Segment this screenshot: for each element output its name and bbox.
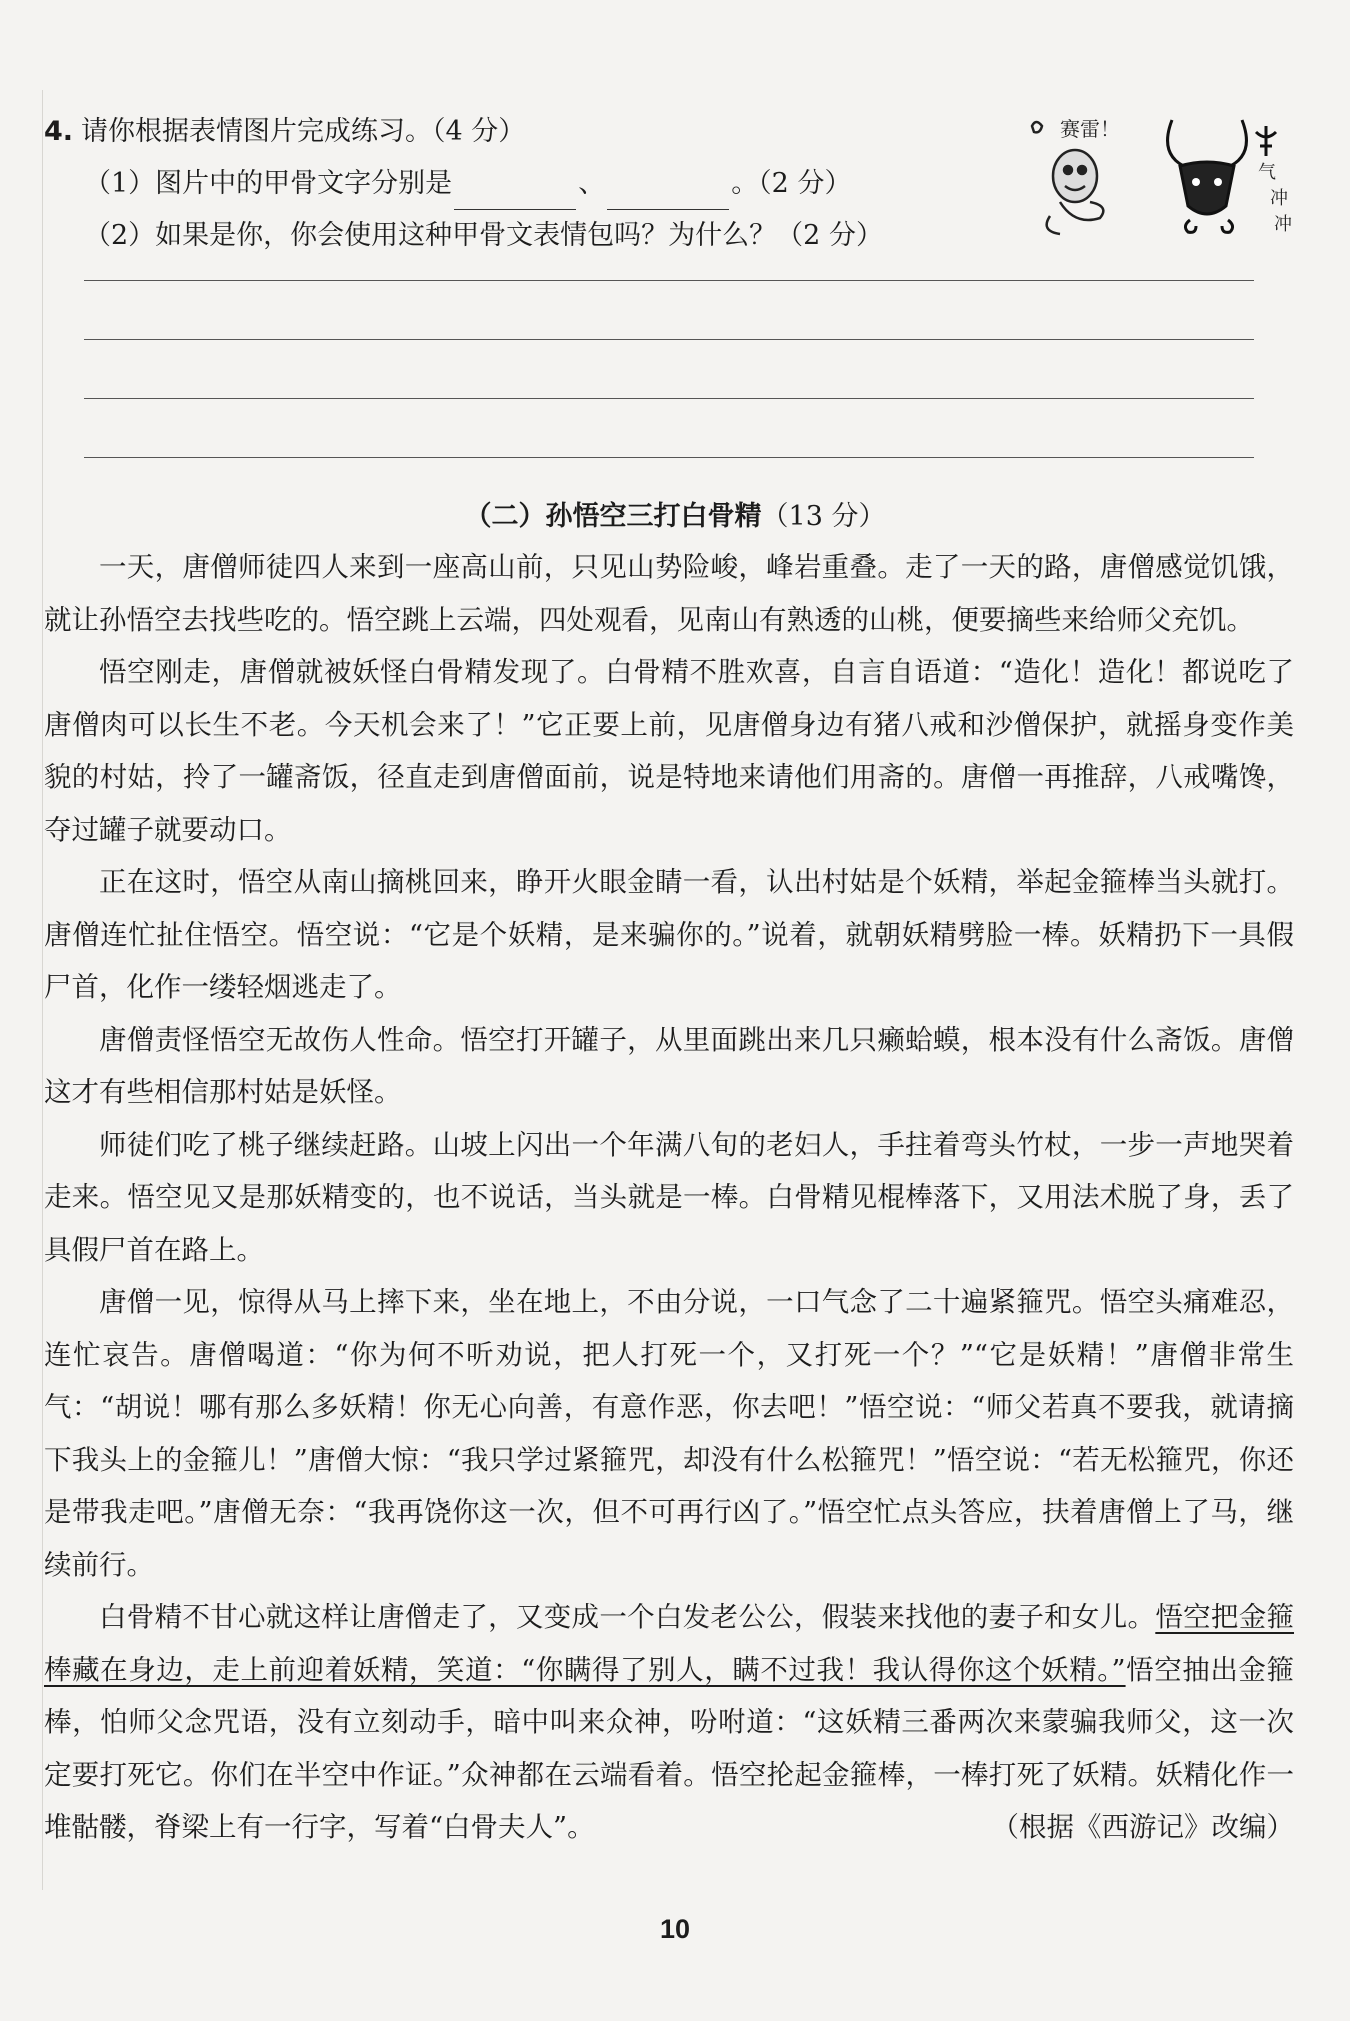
- source-note: （根据《西游记》改编）: [991, 1811, 1294, 1843]
- passage-paragraph: 正在这时，悟空从南山摘桃回来，睁开火眼金睛一看，认出村姑是个妖精，举起金箍棒当头就打。唐僧连忙扯住悟空。悟空说：“它是个妖精，是来骗你的。”说着，就朝妖精劈脸一棒。妖精扔下一具假尸首，化作一缕轻烟逃走了。: [44, 866, 1294, 1003]
- reading-passage: [44, 541, 1294, 1854]
- question-4-text: 请你根据表情图片完成练习。（4 分）: [81, 116, 526, 147]
- section-title: [0, 494, 1350, 533]
- question-4-prompt: [44, 106, 1024, 158]
- emoji-right-caption-2: 冲: [1270, 188, 1288, 209]
- page-edge-divider: [42, 90, 43, 1890]
- section-points: （13 分）: [761, 501, 886, 532]
- passage-paragraph: 唐僧责怪悟空无故伤人性命。悟空打开罐子，从里面跳出来几只癞蛤蟆，根本没有什么斋饭。唐僧这才有些相信那村姑是妖怪。: [44, 1023, 1294, 1108]
- subquestion-1: [44, 158, 1024, 210]
- emoji-left-caption: 赛雷！: [1060, 117, 1120, 141]
- passage-paragraph: 师徒们吃了桃子继续赶路。山坡上闪出一个年满八旬的老妇人，手拄着弯头竹杖，一步一声地哭着走来。悟空见又是那妖精变的，也不说话，当头就是一棒。白骨精见棍棒落下，又用法术脱了身，丢了具假尸首在路上。: [44, 1128, 1294, 1266]
- passage-paragraph: 唐僧一见，惊得从马上摔下来，坐在地上，不由分说，一口气念了二十遍紧箍咒。悟空头痛难忍，连忙哀告。唐僧喝道：“你为何不听劝说，把人打死一个，又打死一个？”“它是妖精！”唐僧非常生气：“胡说！哪有那么多妖精！你无心向善，有意作恶，你去吧！”悟空说：“师父若真不要我，就请摘下我头上的金箍儿！”唐僧大惊：“我只学过紧箍咒，却没有什么松箍咒！”悟空说：“若无松箍咒，你还是带我走吧。”唐僧无奈：“我再饶你这一次，但不可再行凶了。”悟空忙点头答应，扶着唐僧上了马，继续前行。: [44, 1286, 1294, 1581]
- question-4: [44, 106, 1024, 262]
- section-title-text: （二）孙悟空三打白骨精: [464, 501, 762, 532]
- underlined-sentence: 悟空把金箍棒藏在身边，走上前迎着妖精，笑道：“你瞒得了别人，瞒不过我！我认得你这个妖精。”: [44, 1601, 1295, 1686]
- emoji-right-caption-1: 气: [1258, 162, 1276, 183]
- question-number: 4.: [44, 116, 74, 147]
- answer-line: [84, 280, 1254, 281]
- passage-paragraph: [44, 1591, 1294, 1854]
- passage-text: 悟空抽出金箍棒，怕师父念咒语，没有立刻动手，暗中叫来众神，吩咐道：“这妖精三番两次来蒙骗我师父，这一次定要打死它。你们在半空中作证。”众神都在云端看着。悟空抡起金箍棒，一棒打死了妖精。妖精化作一堆骷髅，脊梁上有一行字，写着“白骨夫人”。: [44, 1653, 1294, 1843]
- answer-line: [84, 339, 1254, 340]
- answer-line: [84, 398, 1254, 399]
- passage-paragraph: 一天，唐僧师徒四人来到一座高山前，只见山势险峻，峰岩重叠。走了一天的路，唐僧感觉饥饿，就让孙悟空去找些吃的。悟空跳上云端，四处观看，见南山有熟透的山桃，便要摘些来给师父充饥。: [44, 551, 1294, 636]
- subquestion-1-text: （1）图片中的甲骨文字分别是: [84, 168, 453, 199]
- oracle-bone-emoji-picture: [1020, 106, 1300, 246]
- answer-line: [84, 457, 1254, 458]
- subquestion-1-points: 。（2 分）: [731, 168, 852, 199]
- answer-blank-1[interactable]: [454, 179, 576, 210]
- emoji-right-caption-3: 冲: [1274, 214, 1292, 235]
- passage-text: 白骨精不甘心就这样让唐僧走了，又变成一个白发老公公，假装来找他的妻子和女儿。: [99, 1601, 1156, 1633]
- passage-paragraph: 悟空刚走，唐僧就被妖怪白骨精发现了。白骨精不胜欢喜，自言自语道：“造化！造化！都说吃了唐僧肉可以长生不老。今天机会来了！”它正要上前，见唐僧身边有猪八戒和沙僧保护，就摇身变作美貌的村姑，拎了一罐斋饭，径直走到唐僧面前，说是特地来请他们用斋的。唐僧一再推辞，八戒嘴馋，夺过罐子就要动口。: [44, 656, 1294, 846]
- subquestion-2: （2）如果是你，你会使用这种甲骨文表情包吗？为什么？（2 分）: [84, 220, 883, 251]
- answer-area[interactable]: [84, 280, 1254, 516]
- blank-separator: 、: [578, 168, 606, 199]
- answer-blank-2[interactable]: [607, 179, 729, 210]
- page-number: 10: [659, 1914, 691, 1944]
